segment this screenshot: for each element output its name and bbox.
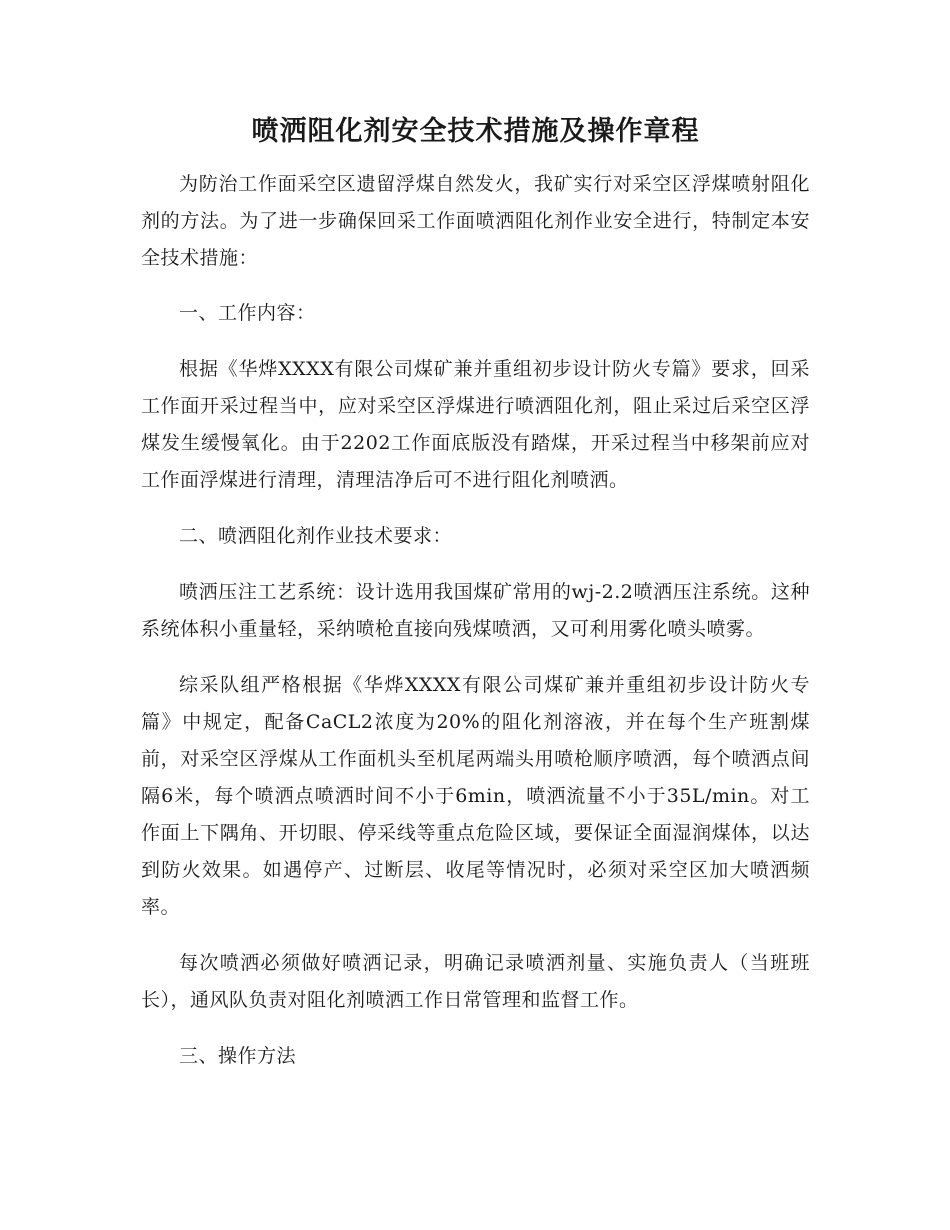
section-heading-work-content: 一、工作内容： xyxy=(179,302,316,324)
section-heading-operation-method: 三、操作方法 xyxy=(179,1045,297,1067)
spray-procedure-paragraph: 综采队组严格根据《华烨XXXX有限公司煤矿兼并重组初步设计防火专篇》中规定，配备CaCL2浓度为20%的阻化剂溶液，并在每个生产班割煤前，对采空区浮煤从工作面机头至机尾两端头用喷枪顺序喷洒，每个喷洒点间隔6米，每个喷洒点喷洒时间不小于6min，喷洒流量不小于35L/min。对工作面上下隅角、开切眼、停采线等重点危险区域，要保证全面湿润煤体，以达到防火效果。如遇停产、过断层、收尾等情况时，必须对采空区加大喷洒频率。 xyxy=(141,674,810,918)
spray-system-paragraph: 喷洒压注工艺系统：设计选用我国煤矿常用的wj-2.2喷洒压注系统。这种系统体积小重量轻，采纳喷枪直接向残煤喷洒，又可利用雾化喷头喷雾。 xyxy=(141,581,810,640)
document-title: 喷洒阻化剂安全技术措施及操作章程 xyxy=(251,116,700,147)
spray-record-paragraph: 每次喷洒必须做好喷洒记录，明确记录喷洒剂量、实施负责人（当班班长），通风队负责对阻化剂喷洒工作日常管理和监督工作。 xyxy=(141,952,810,1011)
intro-paragraph: 为防治工作面采空区遗留浮煤自然发火，我矿实行对采空区浮煤喷射阻化剂的方法。为了进一步确保回采工作面喷洒阻化剂作业安全进行，特制定本安全技术措施： xyxy=(141,173,810,269)
work-content-paragraph: 根据《华烨XXXX有限公司煤矿兼并重组初步设计防火专篇》要求，回采工作面开采过程当中，应对采空区浮煤进行喷洒阻化剂，阻止采过后采空区浮煤发生缓慢氧化。由于2202工作面底版没有踏煤，开采过程当中移架前应对工作面浮煤进行清理，清理洁净后可不进行阻化剂喷洒。 xyxy=(141,358,810,491)
section-heading-technical-requirements: 二、喷洒阻化剂作业技术要求： xyxy=(179,525,453,547)
